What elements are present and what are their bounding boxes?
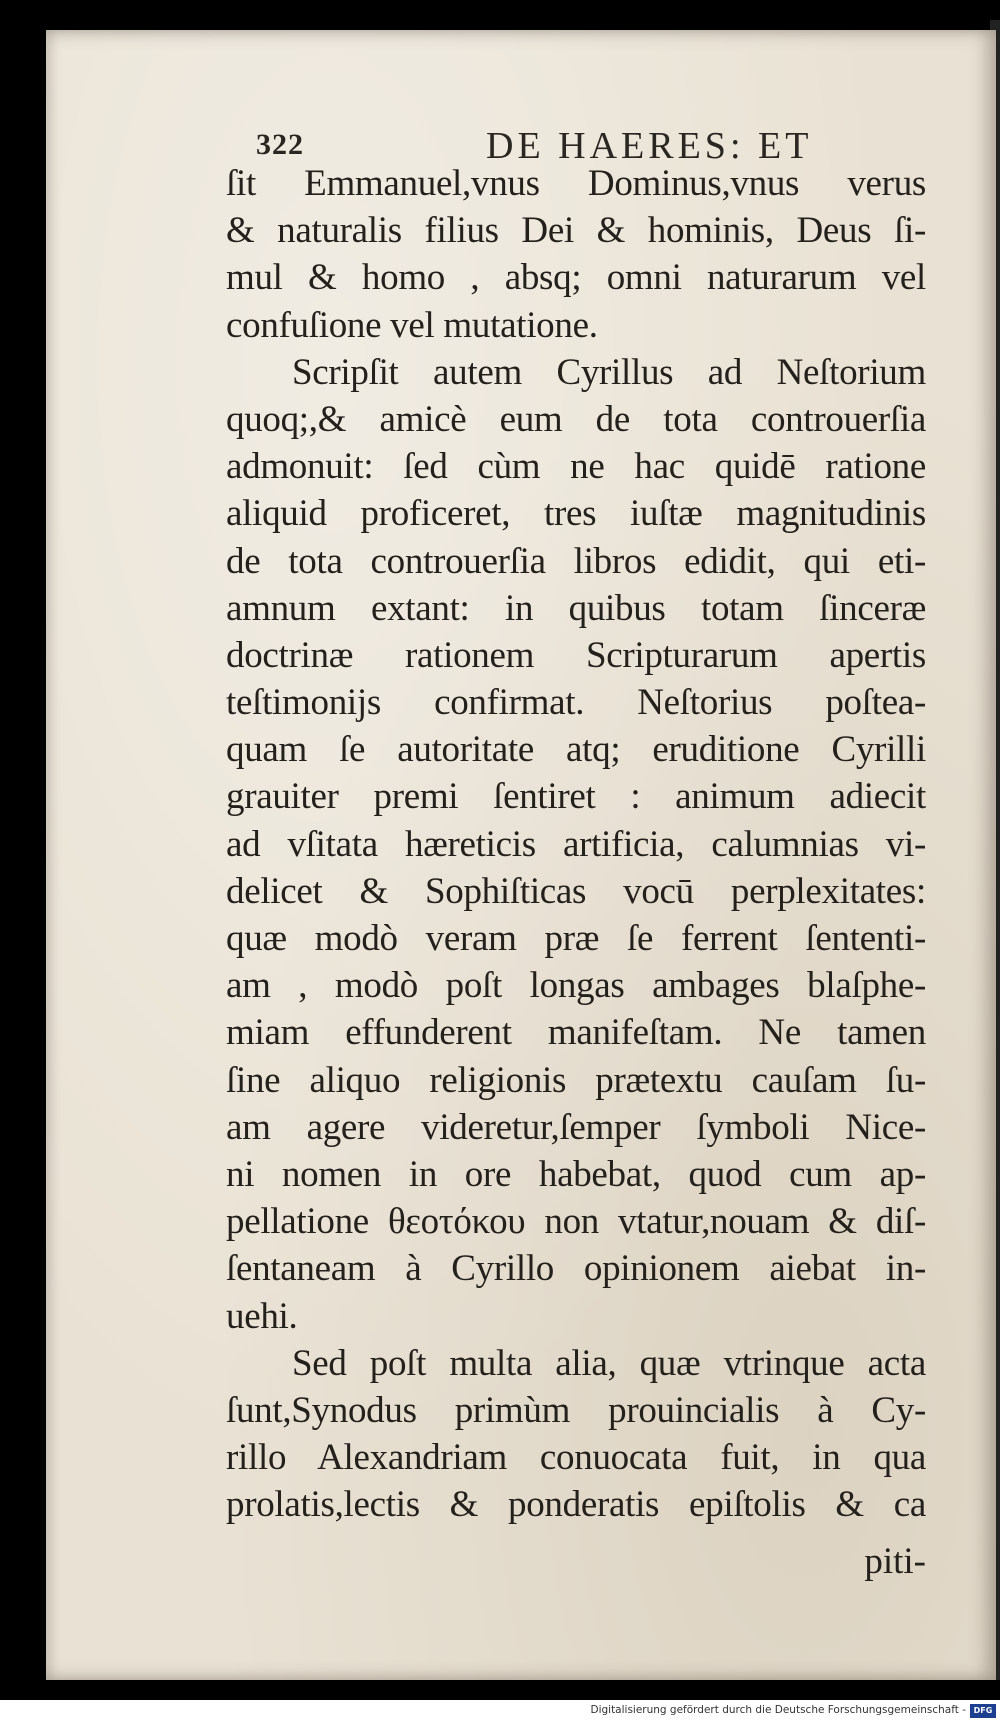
text-line: rillo Alexandriam conuocata fuit, in qua [226, 1437, 926, 1479]
text-line: ſunt,Synodus primùm prouincialis à Cy- [226, 1389, 926, 1431]
text-line: pellatione θεοτόκου non vtatur,nouam & diſ- [226, 1201, 926, 1243]
text-line: miam effunderent manifeſtam. Ne tamen [226, 1012, 926, 1054]
text-line: de tota controuerſia libros edidit, qui eti- [226, 540, 926, 582]
text-line: quoq;,& amicè eum de tota controuerſia [226, 398, 926, 440]
text-line: mul & homo , absq; omni naturarum vel [226, 257, 926, 299]
text-line: quam ſe autoritate atq; eruditione Cyrilli [226, 729, 926, 771]
text-line: quæ modò veram præ ſe ferrent ſententi- [226, 918, 926, 959]
text-line: ad vſitata hæreticis artificia, calumnias vi- [226, 823, 926, 865]
text-line: am agere videretur,ſemper ſymboli Nice- [226, 1106, 926, 1148]
running-head [46, 88, 996, 167]
running-head-title: DE HAERES: ET [486, 125, 813, 167]
book-page [46, 30, 996, 1680]
text-line: Scripſit autem Cyrillus ad Neſtorium [292, 351, 926, 393]
footer-bar [0, 1700, 1000, 1724]
digitization-credit: Digitalisierung gefördert durch die Deutsche Forschungsgemeinschaft - [590, 1704, 966, 1716]
text-line: admonuit: ſed cùm ne hac quidē ratione [226, 446, 926, 488]
text-line: & naturalis filius Dei & hominis, Deus ſi- [226, 210, 926, 252]
text-line: am , modò poſt longas ambages blaſphe- [226, 965, 926, 1007]
text-line: ni nomen in ore habebat, quod cum ap- [226, 1153, 926, 1195]
page-number: 322 [256, 128, 304, 161]
text-line: teſtimonijs confirmat. Neſtorius poſtea- [226, 682, 926, 724]
dfg-logo: DFG [970, 1704, 996, 1718]
text-line: ſentaneam à Cyrillo opinionem aiebat in- [226, 1248, 926, 1290]
body-text [226, 160, 926, 1528]
text-line: uehi. [226, 1295, 298, 1337]
text-line: aliquid proficeret, tres iuſtæ magnitudinis [226, 493, 926, 535]
text-line: grauiter premi ſentiret : animum adiecit [226, 776, 926, 818]
text-line: delicet & Sophiſticas vocū perplexitates: [226, 870, 926, 912]
text-line: Sed poſt multa alia, quæ vtrinque acta [292, 1342, 926, 1384]
text-line: ſit Emmanuel,vnus Dominus,vnus verus [226, 163, 926, 204]
catchword: piti- [864, 1541, 926, 1582]
text-line: doctrinæ rationem Scripturarum apertis [226, 634, 926, 676]
text-line: confuſione vel mutatione. [226, 304, 598, 346]
text-line: ſine aliquo religionis prætextu cauſam ſu- [226, 1059, 926, 1101]
text-line: amnum extant: in quibus totam ſinceræ [226, 587, 926, 629]
text-line: prolatis,lectis & ponderatis epiſtolis & ca [226, 1484, 926, 1526]
